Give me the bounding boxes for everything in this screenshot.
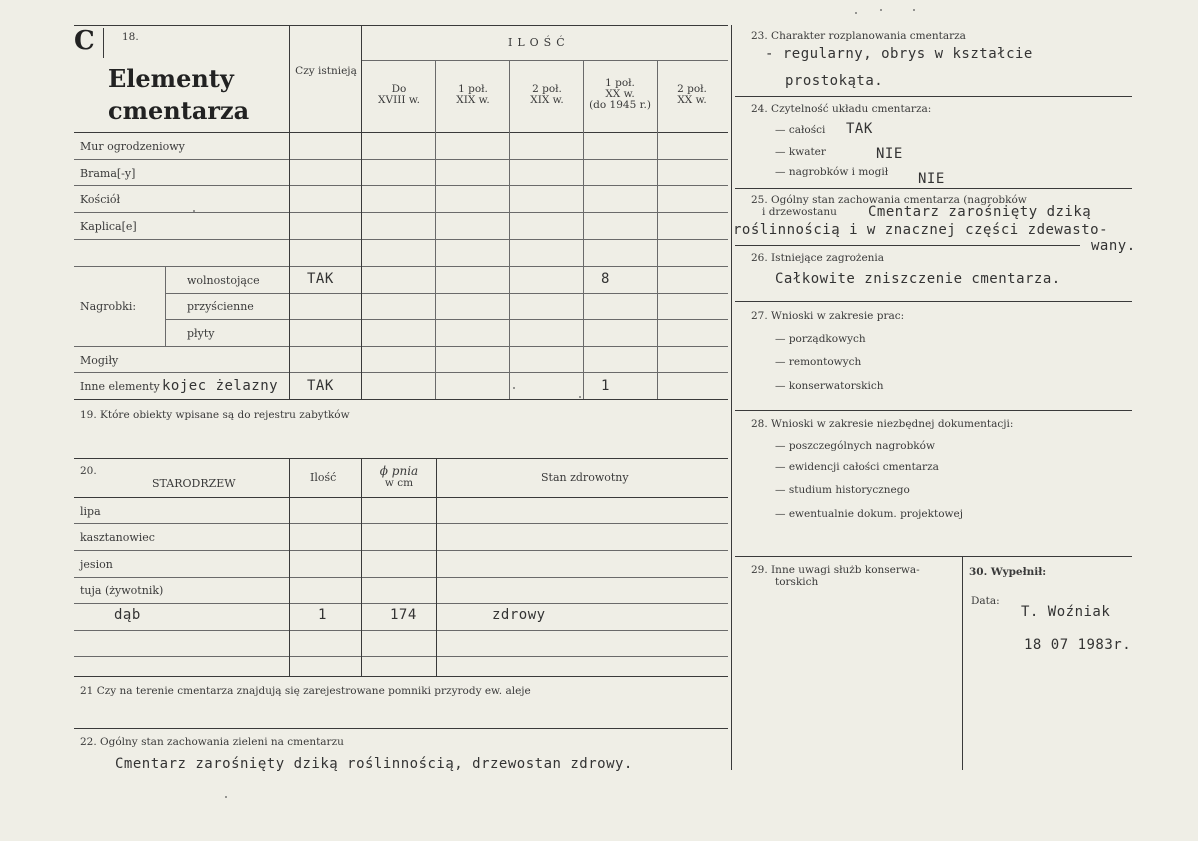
starodrzew-bottom-rule: [74, 676, 728, 677]
species-label: lipa: [80, 505, 101, 518]
col-rule: [436, 459, 437, 676]
q28-item: — ewentualnie dokum. projektowej: [775, 508, 963, 520]
row-label-inne: Inne elementy: [80, 380, 160, 393]
q25-answer-line1: Cmentarz zarośnięty dziką: [868, 204, 1092, 220]
table-top-rule: [74, 25, 728, 26]
row-rule: [74, 577, 728, 578]
row-rule: [74, 523, 728, 524]
q22-answer: Cmentarz zarośnięty dziką roślinnością, drzewostan zdrowy.: [115, 756, 633, 772]
q30-name: T. Woźniak: [1021, 604, 1111, 620]
section-letter: C: [74, 26, 95, 56]
q24-calosci-value: TAK: [846, 121, 873, 137]
q27-item: — porządkowych: [775, 333, 866, 345]
species-label: tuja (żywotnik): [80, 584, 164, 597]
paper-speck: [880, 9, 882, 11]
ilosc-rule: [362, 60, 728, 61]
typed-count: 1: [318, 607, 327, 623]
q27-item: — remontowych: [775, 356, 862, 368]
col-rule: [289, 25, 290, 399]
q30-date-label: Data:: [971, 595, 1000, 607]
q24-bottom-rule: [735, 188, 1132, 189]
typed-diameter: 174: [390, 607, 417, 623]
starodrzew-header: STARODRZEW: [152, 477, 236, 490]
table-bottom-rule: [74, 399, 728, 400]
row-label-kaplica: Kaplica[e]: [80, 220, 137, 233]
wolnostojace-exists-value: TAK: [307, 271, 334, 287]
nagrobki-rule: [165, 267, 166, 346]
q27-bottom-rule: [735, 410, 1132, 411]
q21-bottom-rule: [74, 728, 728, 729]
q30-label: 30. Wypełnił:: [969, 566, 1047, 578]
row-rule: [74, 159, 728, 160]
q25-bottom-rule: [735, 245, 1080, 246]
q26-answer: Całkowite zniszczenie cmentarza.: [775, 271, 1061, 287]
q29-label-line2: torskich: [775, 576, 819, 588]
paper-speck: [579, 396, 581, 398]
col-rule: [509, 60, 510, 399]
q25-answer-line2: roślinnością i w znacznej części zdewasto-: [733, 222, 1109, 238]
q19-label: 19. Które obiekty wpisane są do rejestru zabytków: [80, 409, 350, 421]
row-label-brama: Brama[-y]: [80, 167, 136, 180]
section-title-line1: Elementy: [108, 64, 234, 93]
q24-label: 24. Czytelność układu cmentarza:: [751, 103, 932, 115]
period-header: Do XVIII w.: [378, 83, 420, 106]
paper-speck: [913, 9, 915, 11]
col-rule: [583, 60, 584, 399]
q28-item: — studium historycznego: [775, 484, 910, 496]
q30-date: 18 07 1983r.: [1024, 637, 1132, 653]
species-label: jesion: [80, 558, 113, 571]
section-title-line2: cmentarza: [108, 96, 250, 125]
q25-label-line1: 25. Ogólny stan zachowania cmentarza (nagrobków: [751, 194, 1027, 206]
wolnostojace-count-value: 8: [601, 271, 610, 287]
q21-label: 21 Czy na terenie cmentarza znajdują się zarejestrowane pomniki przyrody ew. aleje: [80, 685, 531, 697]
q24-nagrobkow-label: — nagrobków i mogił: [775, 166, 889, 178]
paper-speck: [855, 12, 857, 14]
period-header: 1 poł. XIX w.: [456, 83, 490, 106]
period-header: 1 poł. XX w. (do 1945 r.): [589, 77, 651, 111]
q22-label: 22. Ogólny stan zachowania zieleni na cmentarzu: [80, 736, 344, 748]
row-label-plyty: płyty: [187, 327, 215, 340]
col-rule: [289, 459, 290, 676]
q24-kwater-value: NIE: [876, 146, 903, 162]
inne-exists-value: TAK: [307, 378, 334, 394]
q24-calosci-label: — całości: [775, 124, 826, 136]
q25-answer-line3: wany.: [1091, 238, 1136, 254]
q29-label-line1: 29. Inne uwagi służb konserwa-: [751, 564, 920, 576]
period-header: 2 poł. XIX w.: [530, 83, 564, 106]
section-number: 18.: [122, 31, 139, 43]
q23-bottom-rule: [735, 96, 1132, 97]
col-count-header: Ilość: [310, 471, 337, 484]
typed-species: dąb: [114, 607, 141, 623]
q26-bottom-rule: [735, 301, 1132, 302]
header-bottom-rule: [74, 132, 728, 133]
row-label-kosciol: Kościół: [80, 193, 121, 206]
q24-kwater-label: — kwater: [775, 146, 826, 158]
row-rule: [74, 212, 728, 213]
row-rule: [74, 372, 728, 373]
row-rule: [74, 656, 728, 657]
q28-bottom-rule: [735, 556, 1132, 557]
q23-answer-line1: - regularny, obrys w kształcie: [765, 46, 1033, 62]
row-label-nagrobki: Nagrobki:: [80, 300, 137, 313]
q28-item: — ewidencji całości cmentarza: [775, 461, 939, 473]
col-health-header: Stan zdrowotny: [541, 471, 629, 484]
col-rule: [657, 60, 658, 399]
paper-speck: [513, 387, 515, 389]
row-rule: [74, 630, 728, 631]
q26-label: 26. Istniejące zagrożenia: [751, 252, 885, 264]
row-label-wolnostojace: wolnostojące: [187, 274, 260, 287]
row-rule: [74, 603, 728, 604]
q23-answer-line2: prostokąta.: [785, 73, 884, 89]
inne-elementy-value: kojec żelazny: [162, 378, 279, 394]
q24-nagrobkow-value: NIE: [918, 171, 945, 187]
row-label-mogily: Mogiły: [80, 354, 119, 367]
starodrzew-header-rule: [74, 497, 728, 498]
q27-item: — konserwatorskich: [775, 380, 884, 392]
ilosc-header: ILOŚĆ: [508, 36, 570, 49]
q27-label: 27. Wnioski w zakresie prac:: [751, 310, 905, 322]
row-rule: [166, 293, 728, 294]
row-rule: [74, 266, 728, 267]
q28-item: — poszczególnych nagrobków: [775, 440, 935, 452]
col-rule: [361, 25, 362, 399]
paper-speck: [193, 210, 195, 212]
q28-label: 28. Wnioski w zakresie niezbędnej dokumentacji:: [751, 418, 1014, 430]
col-rule: [361, 459, 362, 676]
row-rule: [166, 319, 728, 320]
species-label: kasztanowiec: [80, 531, 155, 544]
col-diameter-header: ϕ pnia w cm: [379, 464, 419, 489]
row-rule: [74, 185, 728, 186]
q20-number: 20.: [80, 465, 97, 477]
typed-health: zdrowy: [492, 607, 546, 623]
column-divider: [731, 25, 732, 770]
period-header: 2 poł. XX w.: [677, 83, 707, 106]
row-label-przyscienne: przyścienne: [187, 300, 254, 313]
inne-count-value: 1: [601, 378, 610, 394]
col-exists-header: Czy istnieją: [295, 65, 357, 77]
q29-q30-divider: [962, 556, 963, 770]
row-rule: [74, 550, 728, 551]
q25-label-line2: i drzewostanu: [762, 206, 837, 218]
q23-label: 23. Charakter rozplanowania cmentarza: [751, 30, 966, 42]
q19-bottom-rule: [74, 458, 728, 459]
section-letter-divider: [103, 28, 104, 58]
col-rule: [435, 60, 436, 399]
paper-speck: [225, 796, 227, 798]
row-rule: [74, 346, 728, 347]
row-rule: [74, 239, 728, 240]
row-label-mur: Mur ogrodzeniowy: [80, 140, 185, 153]
